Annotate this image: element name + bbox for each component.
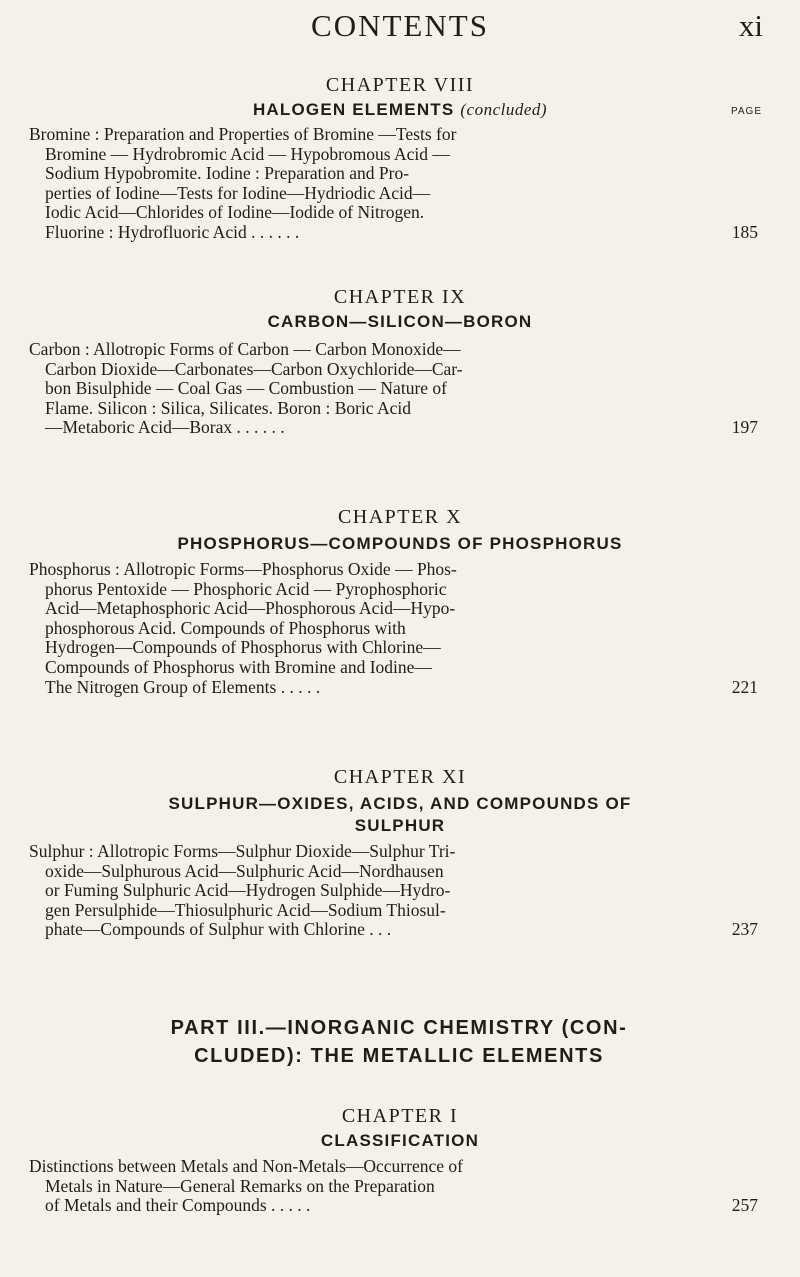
entry-text: of Metals and their Compounds . . . . .	[45, 1195, 311, 1216]
chapter-heading: CHAPTER I	[341, 1105, 459, 1127]
chapter-subject: SULPHUR—OXIDES, ACIDS, AND COMPOUNDS OF	[168, 794, 632, 813]
entry-line: Hydrogen—Compounds of Phosphorus with Chlorine—	[45, 637, 441, 658]
running-title: CONTENTS	[311, 8, 489, 43]
contents-entry	[29, 125, 758, 243]
contents-entry	[29, 842, 758, 940]
entry-line: Bromine : Preparation and Properties of Bromine —Tests for	[29, 124, 457, 144]
chapter-heading: CHAPTER X	[337, 506, 463, 528]
entry-line: Distinctions between Metals and Non-Metals—Occurrence of	[29, 1156, 463, 1176]
page-number: 257	[731, 1195, 758, 1216]
chapter-subject	[0, 100, 800, 120]
entry-line-last	[29, 418, 758, 438]
entry-line-last	[29, 223, 758, 243]
chapter-subject: CLASSIFICATION	[320, 1131, 480, 1150]
entry-text: Fluorine : Hydrofluoric Acid . . . . . .	[45, 221, 300, 242]
entry-line: Iodic Acid—Chlorides of Iodine—Iodide of Nitrogen.	[45, 202, 425, 223]
entry-line: Sulphur : Allotropic Forms—Sulphur Dioxide—Sulphur Tri-	[29, 841, 456, 861]
part-heading-line: PART III.—INORGANIC CHEMISTRY (CON-	[170, 1017, 628, 1039]
page-number: 221	[731, 676, 758, 697]
entry-line: Compounds of Phosphorus with Bromine and Iodine—	[45, 656, 432, 677]
page-folio: xi	[738, 8, 763, 43]
entry-line: Carbon Dioxide—Carbonates—Carbon Oxychloride—Car-	[45, 358, 463, 379]
entry-text: —Metaboric Acid—Borax . . . . . .	[45, 417, 285, 438]
subject-text: HALOGEN ELEMENTS	[252, 100, 455, 119]
part-heading	[29, 1014, 769, 1070]
entry-text: phate—Compounds of Sulphur with Chlorine . . .	[45, 919, 392, 940]
entry-line-last	[29, 678, 758, 698]
page-number: 197	[731, 417, 758, 438]
entry-line: Carbon : Allotropic Forms of Carbon — Carbon Monoxide—	[29, 339, 461, 359]
chapter-subject-continued: SULPHUR	[354, 816, 446, 835]
running-head	[0, 8, 800, 56]
entry-line: Flame. Silicon : Silica, Silicates. Boron : Boric Acid	[45, 397, 412, 418]
chapter-heading: CHAPTER XI	[333, 766, 467, 788]
contents-entry	[29, 560, 758, 697]
entry-line-last	[29, 920, 758, 940]
entry-line: Metals in Nature—General Remarks on the Preparation	[45, 1175, 435, 1196]
page-number: 237	[731, 919, 758, 940]
contents-entry	[29, 1157, 758, 1216]
chapter-subject: PHOSPHORUS—COMPOUNDS OF PHOSPHORUS	[177, 534, 623, 553]
subject-note: (concluded)	[460, 100, 548, 119]
entry-text: The Nitrogen Group of Elements . . . . .	[45, 676, 321, 697]
entry-line: Acid—Metaphosphoric Acid—Phosphorous Acid—Hypo-	[45, 598, 456, 619]
chapter-heading: CHAPTER IX	[333, 286, 467, 308]
part-heading-line: CLUDED): THE METALLIC ELEMENTS	[194, 1045, 604, 1067]
chapter-heading: CHAPTER VIII	[325, 74, 475, 96]
chapter-subject: CARBON—SILICON—BORON	[267, 312, 533, 331]
page-number: 185	[731, 221, 758, 242]
contents-entry	[29, 340, 758, 438]
entry-line: phosphorous Acid. Compounds of Phosphorus with	[45, 617, 406, 638]
entry-line: or Fuming Sulphuric Acid—Hydrogen Sulphide—Hydro-	[45, 880, 451, 901]
entry-line: oxide—Sulphurous Acid—Sulphuric Acid—Nordhausen	[45, 860, 444, 881]
entry-line-last	[29, 1196, 758, 1216]
entry-line: bon Bisulphide — Coal Gas — Combustion — Nature of	[45, 378, 447, 399]
entry-line: Phosphorus : Allotropic Forms—Phosphorus Oxide — Phos-	[29, 559, 457, 579]
entry-line: Bromine — Hydrobromic Acid — Hypobromous Acid —	[45, 143, 450, 164]
entry-line: Sodium Hypobromite. Iodine : Preparation and Pro-	[45, 163, 410, 184]
entry-line: gen Persulphide—Thiosulphuric Acid—Sodium Thiosul-	[45, 899, 446, 920]
page-column-label: PAGE	[730, 106, 762, 117]
entry-line: phorus Pentoxide — Phosphoric Acid — Pyrophosphoric	[45, 578, 447, 599]
entry-line: perties of Iodine—Tests for Iodine—Hydriodic Acid—	[45, 182, 431, 203]
